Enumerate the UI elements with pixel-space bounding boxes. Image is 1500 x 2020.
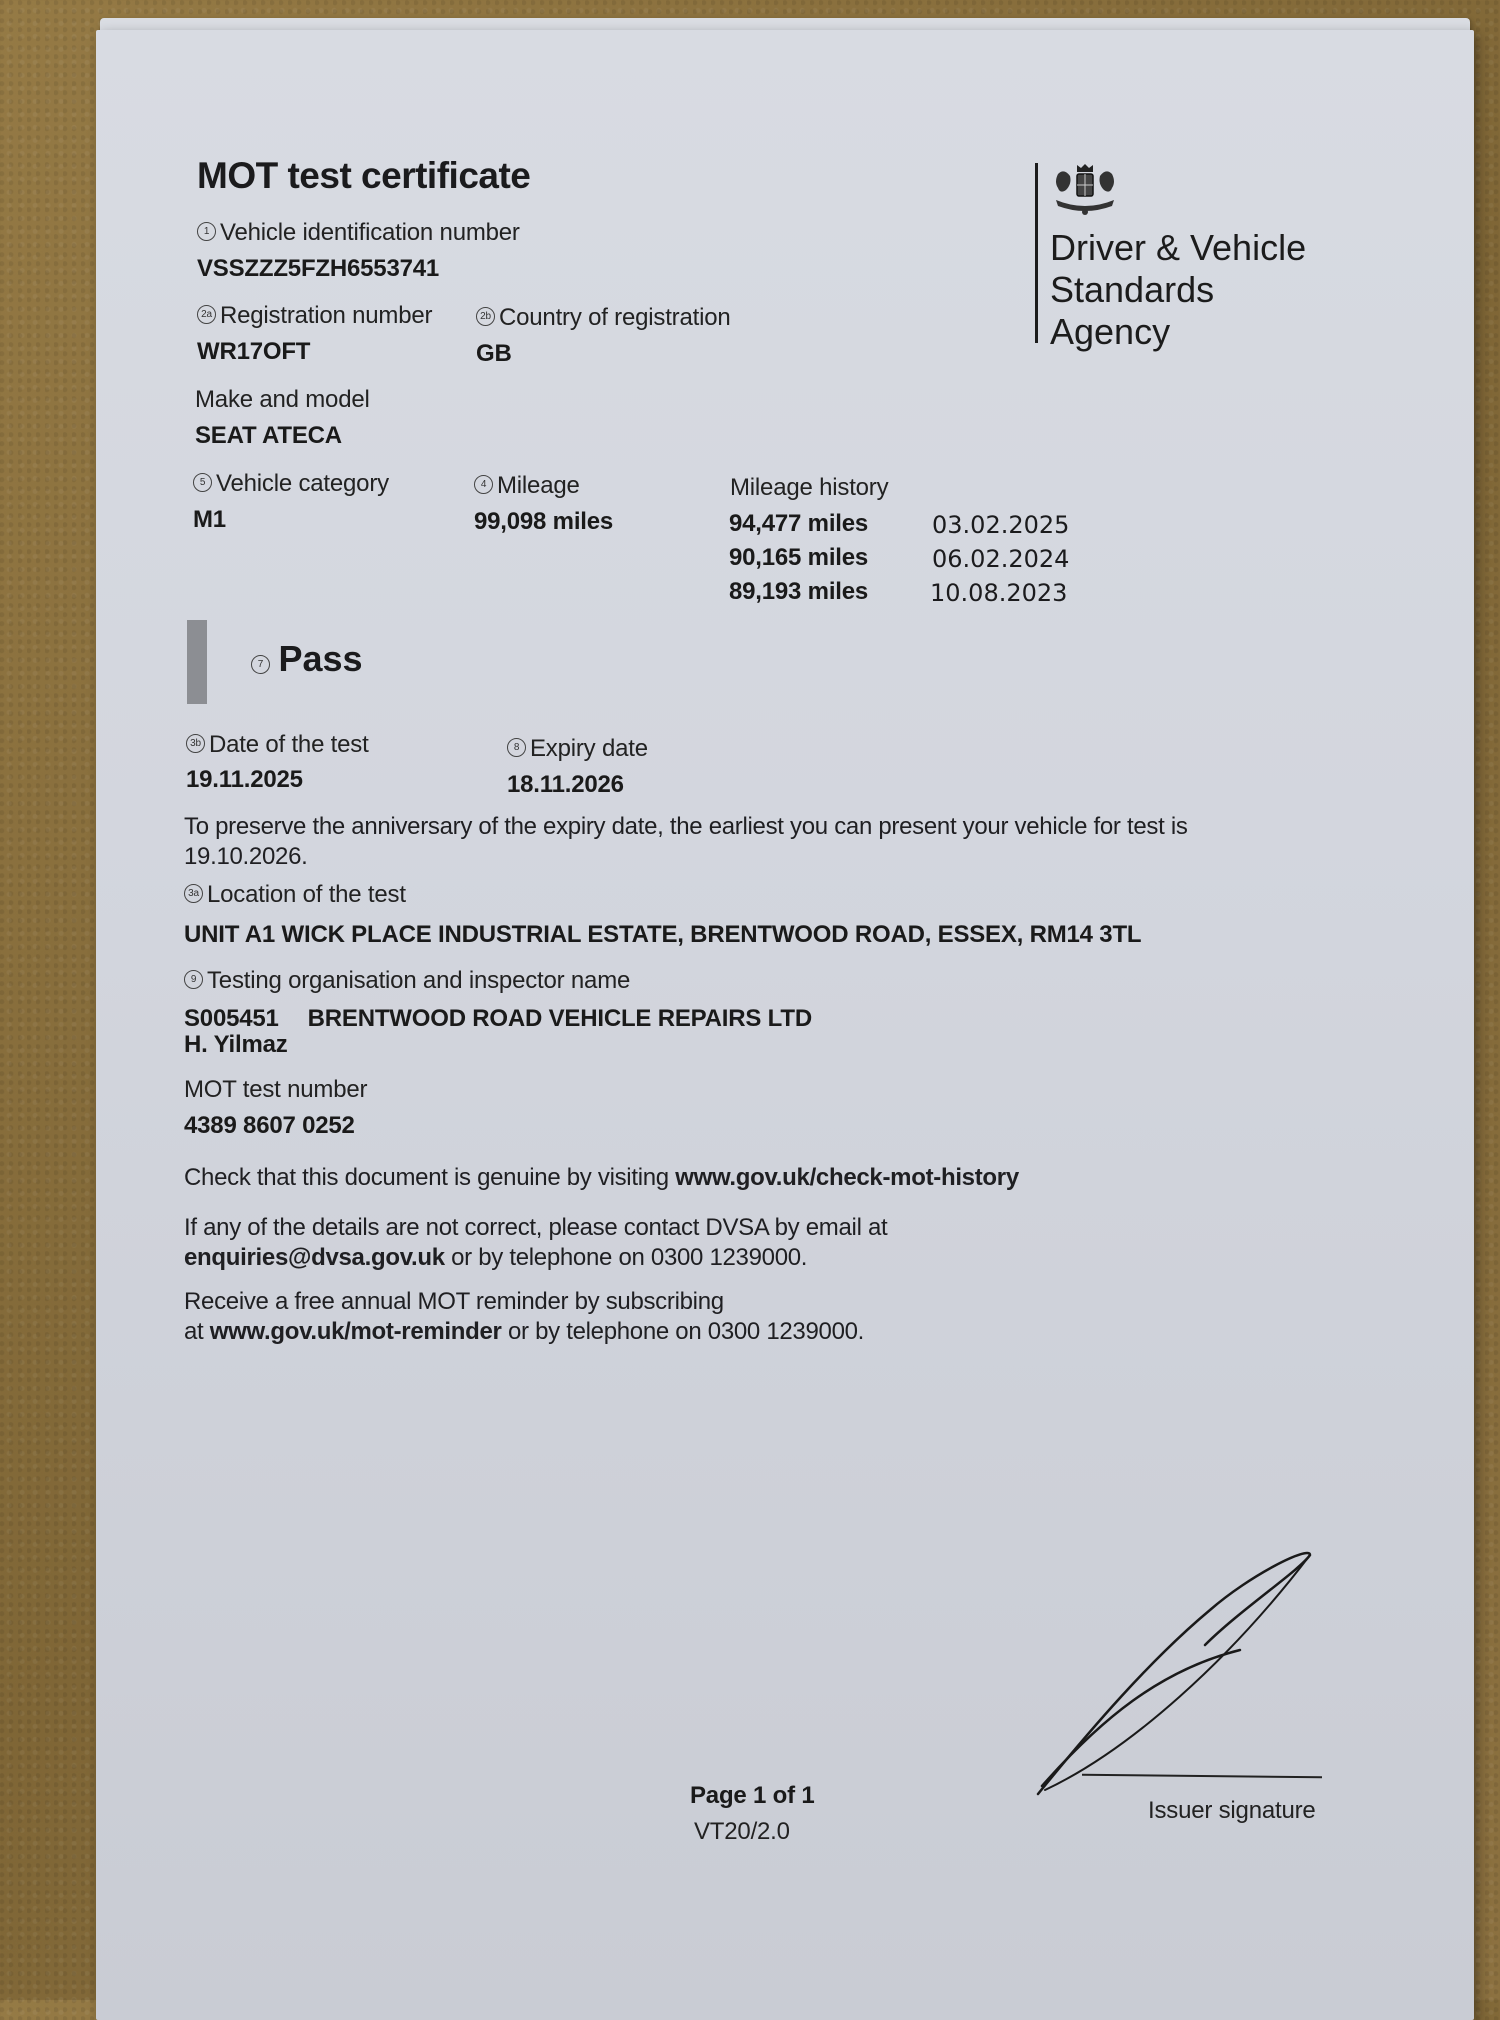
field-number-badge: 2a [197, 305, 216, 324]
country-label-text: Country of registration [499, 304, 731, 331]
organisation-label-text: Testing organisation and inspector name [207, 967, 631, 994]
organisation-name: BRENTWOOD ROAD VEHICLE REPAIRS LTD [307, 1005, 812, 1032]
anniversary-note-line: To preserve the anniversary of the expiry date, the earliest you can present your vehicle for test is [184, 813, 1188, 840]
check-genuine-notice [184, 1163, 1019, 1193]
field-number-badge: 9 [184, 970, 203, 989]
test-date-label [186, 731, 369, 759]
agency-line-2: Standards [1050, 269, 1215, 310]
country-value: GB [476, 340, 512, 367]
agency-line-1: Driver & Vehicle [1050, 227, 1307, 268]
mileage-label [474, 472, 580, 500]
expiry-date-label-text: Expiry date [530, 735, 648, 762]
category-value: M1 [193, 506, 226, 533]
document-title: MOT test certificate [197, 155, 531, 196]
location-label-text: Location of the test [207, 881, 406, 908]
anniversary-note [184, 812, 1188, 872]
reminder-phone-text: or by telephone on 0300 1239000. [501, 1318, 865, 1345]
field-number-badge: 7 [251, 655, 270, 674]
test-number-label: MOT test number [184, 1076, 368, 1103]
contact-phone-text: or by telephone on 0300 1239000. [444, 1244, 808, 1271]
royal-crest-icon [1050, 160, 1120, 225]
organisation-label [184, 967, 630, 995]
make-model-label: Make and model [195, 386, 370, 413]
history-miles: 90,165 miles [729, 544, 869, 571]
check-text: Check that this document is genuine by visiting [184, 1164, 676, 1191]
result-value: Pass [278, 638, 363, 679]
agency-line-3: Agency [1050, 311, 1171, 352]
expiry-date-label [507, 735, 648, 763]
contact-email-link[interactable]: enquiries@dvsa.gov.uk [184, 1244, 445, 1271]
agency-name [1050, 227, 1306, 353]
logo-divider [1035, 163, 1038, 343]
location-value: UNIT A1 WICK PLACE INDUSTRIAL ESTATE, BRENTWOOD ROAD, ESSEX, RM14 3TL [184, 921, 1142, 948]
vin-label [197, 219, 520, 247]
test-date-value: 19.11.2025 [186, 766, 303, 793]
contact-text: If any of the details are not correct, please contact DVSA by email at [184, 1214, 888, 1241]
test-number-value: 4389 8607 0252 [184, 1112, 355, 1139]
reminder-notice [184, 1287, 864, 1347]
signature-label: Issuer signature [1148, 1797, 1316, 1824]
mileage-history-row [729, 510, 868, 538]
reminder-prefix: at [184, 1318, 210, 1345]
reminder-text: Receive a free annual MOT reminder by subscribing [184, 1288, 724, 1315]
test-result [251, 638, 363, 680]
field-number-badge: 1 [197, 222, 216, 241]
field-number-badge: 3a [184, 884, 203, 903]
history-date: 06.02.2024 [932, 545, 1070, 573]
field-number-badge: 3b [186, 734, 205, 753]
field-number-badge: 2b [476, 307, 495, 326]
form-code: VT20/2.0 [694, 1818, 790, 1845]
mileage-history-row [729, 544, 868, 572]
registration-label [197, 302, 432, 330]
history-miles: 94,477 miles [729, 510, 869, 537]
mot-reminder-link[interactable]: www.gov.uk/mot-reminder [209, 1318, 502, 1345]
vin-label-text: Vehicle identification number [220, 219, 520, 246]
country-label [476, 304, 731, 332]
result-bar [187, 620, 207, 704]
inspector-name: H. Yilmaz [184, 1031, 288, 1058]
expiry-date-value: 18.11.2026 [507, 771, 624, 798]
test-date-label-text: Date of the test [209, 731, 369, 758]
mileage-label-text: Mileage [497, 472, 580, 499]
registration-value: WR17OFT [197, 338, 311, 365]
history-date: 10.08.2023 [930, 579, 1068, 607]
field-number-badge: 8 [507, 738, 526, 757]
location-label [184, 881, 406, 909]
field-number-badge: 4 [474, 475, 493, 494]
vin-value: VSSZZZ5FZH6553741 [197, 255, 440, 282]
make-model-value: SEAT ATECA [195, 422, 342, 449]
check-mot-history-link[interactable]: www.gov.uk/check-mot-history [675, 1164, 1019, 1191]
history-date: 03.02.2025 [932, 511, 1070, 539]
field-number-badge: 5 [193, 473, 212, 492]
anniversary-note-date: 19.10.2026. [184, 843, 308, 870]
organisation-code: S005451 [184, 1005, 279, 1032]
contact-notice [184, 1213, 887, 1273]
category-label [193, 470, 389, 498]
mileage-value: 99,098 miles [474, 508, 614, 535]
mileage-history-label: Mileage history [730, 474, 889, 501]
category-label-text: Vehicle category [216, 470, 389, 497]
organisation-value [184, 1005, 812, 1033]
history-miles: 89,193 miles [729, 578, 869, 605]
mileage-history-row [729, 578, 868, 606]
page-indicator: Page 1 of 1 [690, 1782, 815, 1809]
registration-label-text: Registration number [220, 302, 433, 329]
